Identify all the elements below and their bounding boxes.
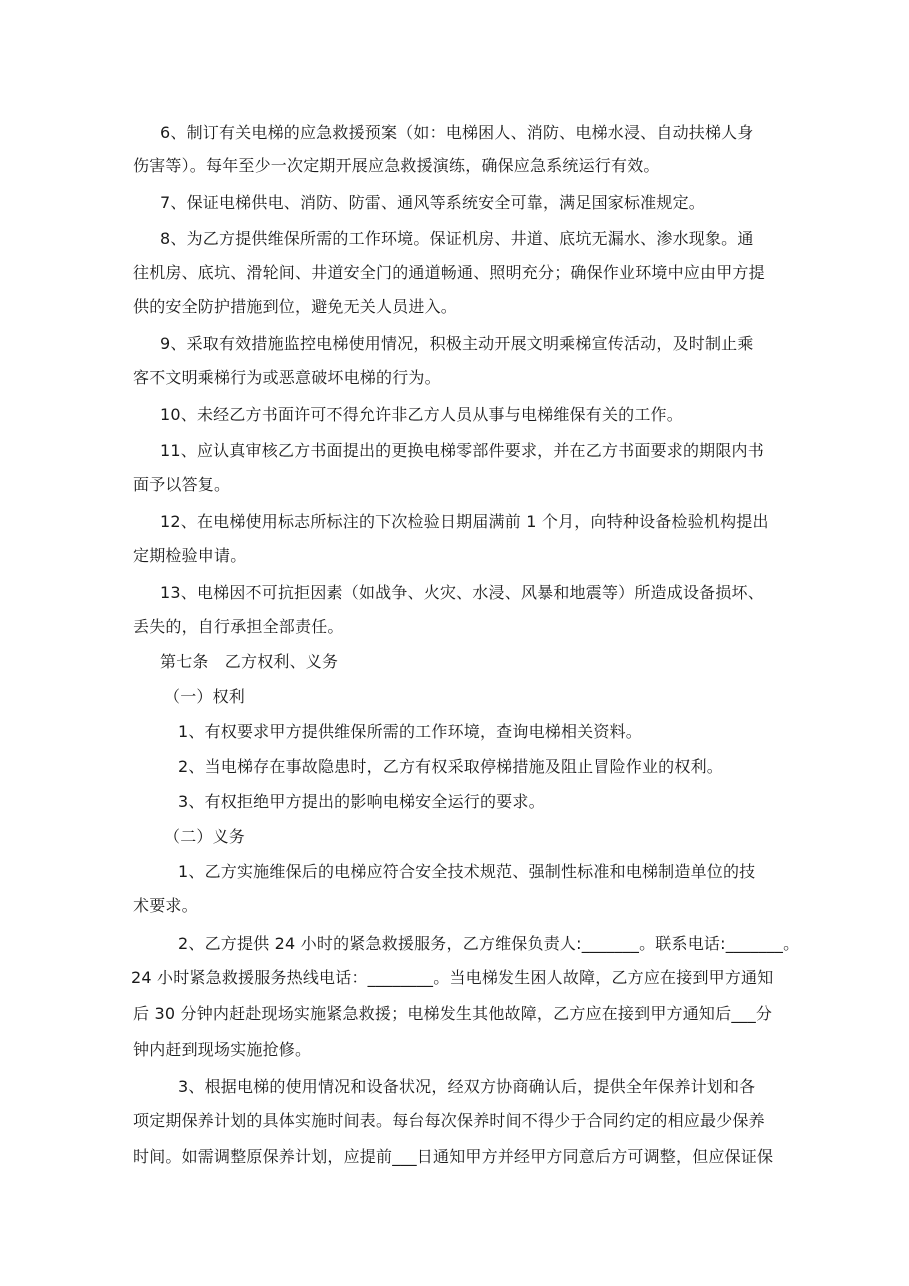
duties-item-3-line-1: 3、根据电梯的使用情况和设备状况，经双方协商确认后，提供全年保养计划和各	[178, 1077, 756, 1096]
duties-item-3-line-3: 时间。如需调整原保养计划，应提前___日通知甲方并经甲方同意后方可调整，但应保证保	[133, 1147, 774, 1166]
clause-6-line-1: 6、制订有关电梯的应急救援预案（如：电梯困人、消防、电梯水浸、自动扶梯人身	[160, 123, 754, 142]
duties-item-3-line-2: 项定期保养计划的具体实施时间表。每台每次保养时间不得少于合同约定的相应最少保养	[133, 1111, 765, 1130]
clause-11-line-1: 11、应认真审核乙方书面提出的更换电梯零部件要求，并在乙方书面要求的期限内书	[160, 441, 764, 460]
duties-item-2-line-1: 2、乙方提供 24 小时的紧急救援服务，乙方维保负责人:_______。联系电话:_______。	[178, 934, 800, 953]
duties-item-2-line-2: 24 小时紧急救援服务热线电话：________。当电梯发生困人故障，乙方应在接到甲方通知	[131, 968, 774, 987]
clause-8-line-3: 供的安全防护措施到位，避免无关人员进入。	[133, 297, 458, 316]
clause-8-line-2: 往机房、底坑、滑轮间、井道安全门的通道畅通、照明充分；确保作业环境中应由甲方提	[133, 263, 765, 282]
clause-13-line-1: 13、电梯因不可抗拒因素（如战争、火灾、水浸、风暴和地震等）所造成设备损坏、	[160, 583, 764, 602]
article-7-heading: 第七条 乙方权利、义务	[160, 652, 339, 671]
clause-8-line-1: 8、为乙方提供维保所需的工作环境。保证机房、井道、底坑无漏水、渗水现象。通	[160, 229, 754, 248]
clause-7-line-1: 7、保证电梯供电、消防、防雷、通风等系统安全可靠，满足国家标准规定。	[160, 193, 705, 212]
clause-11-line-2: 面予以答复。	[133, 475, 231, 494]
duties-item-1-line-1: 1、乙方实施维保后的电梯应符合安全技术规范、强制性标准和电梯制造单位的技	[178, 862, 756, 881]
rights-item-2: 2、当电梯存在事故隐患时，乙方有权采取停梯措施及阻止冒险作业的权利。	[178, 757, 723, 776]
clause-13-line-2: 丢失的，自行承担全部责任。	[133, 617, 344, 636]
duties-item-2-line-4: 钟内赶到现场实施抢修。	[133, 1040, 312, 1059]
clause-10-line-1: 10、未经乙方书面许可不得允许非乙方人员从事与电梯维保有关的工作。	[160, 405, 683, 424]
duties-item-2-line-3: 后 30 分钟内赶赴现场实施紧急救援；电梯发生其他故障，乙方应在接到甲方通知后___分	[133, 1004, 773, 1023]
clause-12-line-2: 定期检验申请。	[133, 546, 247, 565]
clause-9-line-1: 9、采取有效措施监控电梯使用情况，积极主动开展文明乘梯宣传活动，及时制止乘	[160, 334, 754, 353]
clause-9-line-2: 客不文明乘梯行为或恶意破坏电梯的行为。	[133, 368, 441, 387]
clause-12-line-1: 12、在电梯使用标志所标注的下次检验日期届满前 1 个月，向特种设备检验机构提出	[160, 512, 769, 531]
clause-6-line-2: 伤害等）。每年至少一次定期开展应急救援演练，确保应急系统运行有效。	[133, 156, 660, 175]
section-rights-heading: （一）权利	[164, 687, 246, 706]
rights-item-1: 1、有权要求甲方提供维保所需的工作环境，查询电梯相关资料。	[178, 722, 642, 741]
section-duties-heading: （二）义务	[164, 827, 246, 846]
rights-item-3: 3、有权拒绝甲方提出的影响电梯安全运行的要求。	[178, 792, 545, 811]
duties-item-1-line-2: 术要求。	[133, 896, 198, 915]
